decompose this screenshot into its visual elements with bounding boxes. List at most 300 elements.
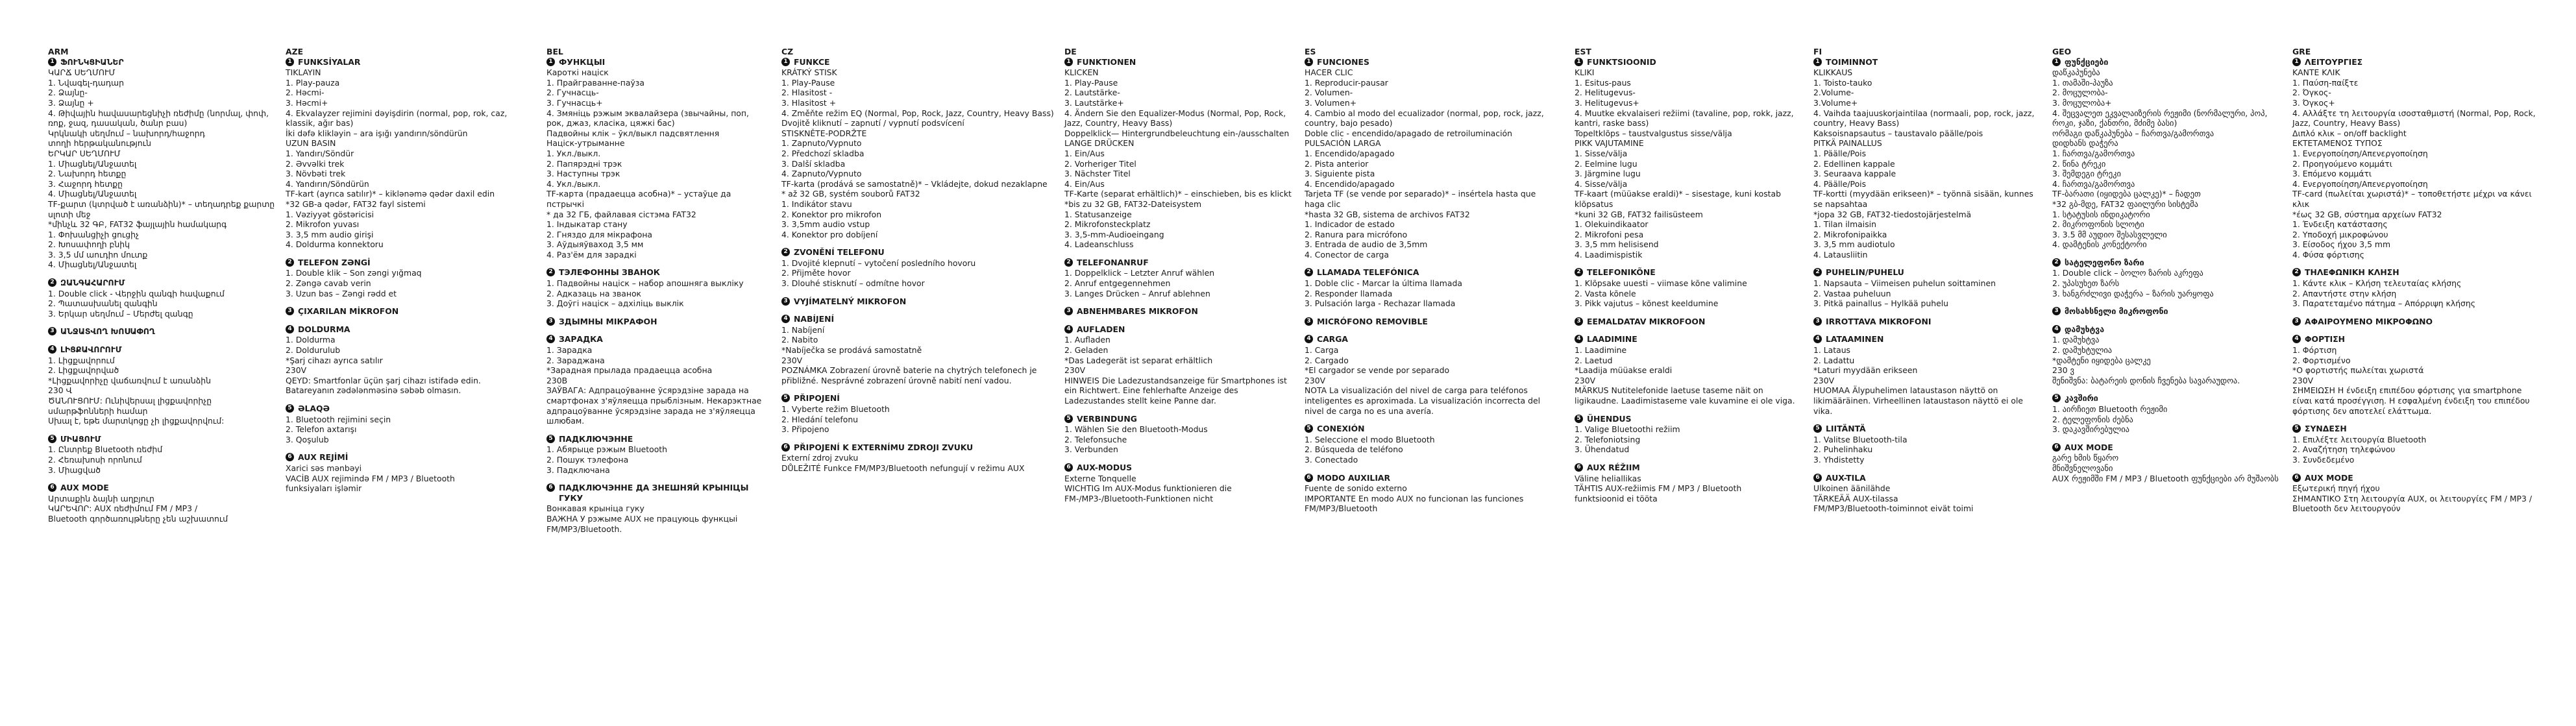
section-title-text: ABNEHMBARES MIKROFON [1077, 306, 1198, 317]
instruction-line: 1. Doldurma [286, 335, 336, 345]
instruction-line: 4. Změňte režim EQ (Normal, Pop, Rock, Jazz, Country, Heavy Bass) [781, 108, 1054, 118]
instruction-line: 2. Όγκος- [2292, 88, 2331, 98]
section-5 [1064, 414, 1292, 455]
instruction-line: 2. Přijměte hovor [781, 268, 851, 278]
instruction-line: 3. 3,5 mm audio girişi [286, 229, 374, 239]
instruction-line: 1. Play-Pause [781, 77, 835, 88]
instruction-line: 3. Langes Drücken – Anruf ablehnen [1064, 288, 1210, 298]
section-title [781, 314, 1054, 324]
instruction-line: 2. Υποδοχή μικροφώνου [2292, 229, 2388, 239]
instruction-line: 2. მოცულობა- [2052, 88, 2108, 98]
step-number-badge: 1 [1575, 58, 1583, 66]
instruction-line: 2. Mikrofonsteckplatz [1064, 219, 1151, 230]
instruction-line: 1. Ein/Aus [1064, 148, 1105, 158]
step-number-badge: 6 [48, 483, 56, 492]
section-title [48, 278, 275, 288]
section-title [781, 57, 1054, 67]
instruction-line: NOTA La visualización del nivel de carga para teléfonos inteligentes es aproximada. La visualización incorrecta del nivel de carga no es una avería. [1305, 385, 1541, 416]
instruction-line: 1. Sisse/välja [1575, 148, 1628, 158]
step-number-badge: 5 [2052, 394, 2061, 402]
section-title-text: MICRÓFONO REMOVIBLE [1317, 316, 1428, 326]
instruction-line: 2. Гучнасць- [546, 88, 599, 98]
instruction-line: 2. წინა ტრეკი [2052, 158, 2106, 169]
section-3 [1064, 306, 1292, 317]
instruction-line: 1. Valige Bluetoothi režiim [1575, 424, 1680, 435]
instruction-line: 3. Παρατεταμένο πάτημα – Απόρριψη κλήσης [2292, 298, 2476, 309]
instruction-line: 2. Mikrofoni pesa [1575, 229, 1644, 239]
section-title [2052, 306, 2279, 317]
section-title [546, 483, 767, 503]
section-title [286, 306, 527, 317]
instruction-line: TF-kaart (müüakse eraldi)* – sisestage, kuni kostab klõpsatus [1575, 189, 1781, 209]
instruction-line: ԵՐԿԱՐ ՍԵՂՄՈՒՄ [48, 148, 121, 158]
section-title [2052, 393, 2279, 404]
section-1 [1575, 57, 1795, 260]
instruction-line: TF-card (πωλείται χωριστά)* – τοποθετήστε μέχρι να κάνει κλικ [2292, 189, 2532, 209]
section-title [2052, 324, 2279, 335]
section-title [1575, 57, 1795, 67]
instruction-line: 2. Telefon axtarışı [286, 424, 357, 435]
section-3 [781, 296, 1054, 307]
section-6 [2292, 473, 2539, 514]
section-title-text: ФУНКЦЫІ [559, 56, 606, 67]
section-title [1305, 334, 1558, 345]
instruction-line: 2. Telefonsuche [1064, 434, 1127, 444]
instruction-line: Kaksoisnapsautus – taustavalo päälle/pois [1813, 128, 1983, 138]
language-code: GRE [2292, 47, 2311, 56]
section-title [1064, 324, 1292, 335]
instruction-line: *Laturi myydään erikseen [1813, 365, 1918, 376]
step-number-badge: 4 [2292, 335, 2301, 343]
section-title [1064, 463, 1292, 473]
instruction-line: 4. Змяніць рэжым эквалайзера (звычайны, поп, рок, джаз, класіка, цяжкі бас) [546, 108, 749, 128]
instruction-line: MÄRKUS Nutitelefonide laetuse taseme näit on ligikaudne. Laadimistaseme vale kuvamine ei ole viga. [1575, 385, 1795, 405]
instruction-line: 1. Reproducir-pausar [1305, 77, 1388, 88]
instruction-line: TF-ბარათი (იყიდება ცალკე)* – ჩადეთ [2052, 189, 2201, 199]
instruction-line: 1. ჩართვა/გამორთვა [2052, 148, 2135, 158]
instruction-line: Կրկնակի սեղմում – նախորդ/հաջորդ [48, 128, 205, 138]
instruction-line: 4. Conector de carga [1305, 249, 1389, 260]
step-number-badge: 6 [546, 483, 555, 492]
section-title [1813, 57, 2041, 67]
instruction-line: ΣΗΜΑΝΤΙΚΟ Στη λειτουργία AUX, οι λειτουργίες FM / MP3 / Bluetooth δεν λειτουργούν [2292, 493, 2533, 514]
language-column-gre [2292, 47, 2539, 514]
instruction-line: QEYD: Smartfonlar üçün şarj cihazı istifadə edin. Batareyanın zədələnməsinə səbəb olmasın. [286, 375, 481, 396]
instruction-line: 1. Carga [1305, 345, 1339, 356]
instruction-line: KLICKEN [1064, 67, 1099, 78]
instruction-line: 3. Lautstärke+ [1064, 97, 1124, 108]
instruction-line: Dvojitě kliknutí – zapnutí / vypnutí podsvícení [781, 118, 964, 128]
section-title [1305, 317, 1558, 327]
section-3 [1813, 317, 2041, 327]
section-title-text: LATAAMINEN [1826, 334, 1884, 345]
section-title [1064, 258, 1292, 268]
section-title [781, 247, 1054, 258]
instruction-line: 4. ჩართვა/გამორთვა [2052, 178, 2135, 189]
step-number-badge: 3 [1813, 317, 1822, 326]
section-title-text: ΣΥΝΔΕΣΗ [2305, 424, 2347, 434]
instruction-line: TF-karta (prodává se samostatně)* – Vkládejte, dokud nezaklapne [781, 178, 1048, 189]
section-title [286, 324, 527, 335]
instruction-line: 2. Geladen [1064, 345, 1109, 356]
instruction-line: *Зарадная прылада прадаецца асобна [546, 365, 713, 376]
section-title-text: AUX RÉŽIIM [1587, 462, 1640, 472]
section-1 [2292, 57, 2539, 260]
instruction-line: 2. Hledání telefonu [781, 414, 859, 424]
instruction-line: TF-քարտ (կտրված է առանձին)* – տեղադրեք քարտը սլոտի մեջ [48, 199, 275, 219]
instruction-line: Кароткі націск [546, 67, 609, 78]
section-title-text: PŘIPOJENÍ [794, 393, 840, 404]
instruction-line: 1. Klõpsake uuesti – viimase kõne valimine [1575, 278, 1747, 289]
instruction-line: 4. Muutke ekvalaiseri režiimi (tavaline, pop, rokk, jazz, kantri, raske bass) [1575, 108, 1794, 128]
instruction-line: ორმაგი დაწკაპუნება – ჩართვა/გამორთვა [2052, 128, 2214, 138]
instruction-line: 2. უპასუხეთ ზარს [2052, 278, 2120, 289]
instruction-line: 4. Միացնել/Անջատել [48, 189, 137, 199]
section-title-text: LIITÄNTÄ [1826, 424, 1866, 434]
instruction-line: 2. Vastaa puheluun [1813, 288, 1891, 298]
step-number-badge: 3 [546, 317, 555, 326]
section-title [48, 326, 275, 337]
section-2 [1064, 258, 1292, 298]
step-number-badge: 5 [781, 394, 790, 402]
instruction-line: 4. Sisse/välja [1575, 178, 1628, 189]
section-title [2292, 424, 2539, 434]
section-5 [48, 434, 275, 475]
section-title [1064, 414, 1292, 424]
instruction-line: 2. Папярэдні трэк [546, 158, 622, 169]
section-title-text: FUNCIONES [1317, 56, 1369, 67]
instruction-line: 230В [546, 375, 568, 385]
instruction-line: 4. Cambio al modo del ecualizador (normal, pop, rock, jazz, country, bajo pesado) [1305, 108, 1544, 128]
section-2 [1813, 267, 2041, 308]
step-number-badge: 1 [1813, 58, 1822, 66]
section-title-text: ՖՈՒՆԿՑԻԱՆԵՐ [60, 56, 124, 67]
instruction-line: *Laadija müüakse eraldi [1575, 365, 1673, 376]
instruction-line: 4. Zapnuto/Vypnuto [781, 169, 862, 179]
section-6 [48, 483, 275, 524]
instruction-line: POZNÁMKA Zobrazení úrovně baterie na chytrých telefonech je přibližné. Nesprávné zobrazení úrovně nabití není vadou. [781, 365, 1037, 385]
instruction-line: 3. Наступны трэк [546, 169, 620, 179]
instruction-line: KLIKKAUS [1813, 67, 1853, 78]
step-number-badge: 3 [781, 297, 790, 306]
instruction-line: 1. Toisto-tauko [1813, 77, 1872, 88]
instruction-line: 2. Telefoniotsing [1575, 434, 1641, 444]
instruction-line: 1. Lataus [1813, 345, 1851, 356]
section-title [1813, 267, 2041, 278]
instruction-line: 3. ხანგრძლივი დაჭერა – ზარის უარყოფა [2052, 288, 2214, 298]
section-2 [2052, 258, 2279, 298]
step-number-badge: 5 [1305, 424, 1313, 433]
instruction-line: 1. Абярыце рэжым Bluetooth [546, 444, 668, 455]
instruction-line: 2. Pista anterior [1305, 158, 1369, 169]
section-title-text: ЗДЫМНЫ МІКРАФОН [559, 316, 657, 326]
instruction-line: 3. Conectado [1305, 454, 1358, 465]
section-5 [286, 404, 527, 444]
section-title-text: LAADIMINE [1587, 334, 1638, 345]
instruction-line: 1. Зарадка [546, 345, 593, 356]
instruction-line: 1. Κάντε κλικ – Κλήση τελευταίας κλήσης [2292, 278, 2462, 289]
instruction-line: 1. Seleccione el modo Bluetooth [1305, 434, 1435, 444]
instruction-line: 1. Indikátor stavu [781, 199, 852, 209]
instruction-line: 230V [1813, 375, 1835, 385]
section-2 [48, 278, 275, 319]
instruction-line: 1. Doppelklick – Letzter Anruf wählen [1064, 268, 1215, 278]
instruction-line: *32 GB-a qədər, FAT32 fayl sistemi [286, 199, 426, 209]
instruction-line: 4. Vaihda taajuuskorjaintilaa (normaali, pop, rock, jazz, country, Heavy Bass) [1813, 108, 2035, 128]
section-title-text: FUNKSİYALAR [298, 56, 361, 67]
section-4 [781, 314, 1054, 385]
instruction-line: *Şarj cihazı ayrıca satılır [286, 355, 383, 365]
instruction-line: 230V [1575, 375, 1596, 385]
instruction-line: 2. მიკროფონის სლოტი [2052, 219, 2144, 230]
instruction-line: 2. Helitugevus- [1575, 88, 1636, 98]
instruction-line: Externí zdroj zvuku [781, 453, 859, 463]
section-4 [2292, 334, 2539, 416]
step-number-badge: 1 [1305, 58, 1313, 66]
step-number-badge: 2 [1064, 258, 1073, 267]
instruction-line: 230V [2292, 375, 2314, 385]
instruction-line: 2. Responder llamada [1305, 288, 1393, 298]
step-number-badge: 3 [48, 327, 56, 335]
section-4 [286, 324, 527, 396]
section-title [1305, 267, 1558, 278]
instruction-line: 2. Պատասխանել զանգին [48, 298, 158, 309]
section-title [2052, 442, 2279, 453]
instruction-line: 3. მოცულობა+ [2052, 97, 2112, 108]
section-title-text: DOLDURMA [298, 324, 350, 334]
instruction-line: 3. Další skladba [781, 158, 846, 169]
instruction-line: 4. Laadimispistik [1575, 249, 1643, 260]
instruction-line: 1. Wählen Sie den Bluetooth-Modus [1064, 424, 1208, 435]
instruction-line: տողի հերթականություն [48, 138, 151, 149]
instruction-line: 3. 3,5 mm helisisend [1575, 239, 1659, 250]
step-number-badge: 2 [2292, 268, 2301, 276]
instruction-line: 3. Järgmine lugu [1575, 169, 1641, 179]
section-title [1575, 334, 1795, 345]
step-number-badge: 6 [1813, 474, 1822, 482]
section-title [2292, 473, 2539, 483]
instruction-line: 2. Ranura para micrófono [1305, 229, 1408, 239]
instruction-line: 2. Həcmi- [286, 88, 325, 98]
instruction-line: 4. Päälle/Pois [1813, 178, 1867, 189]
instruction-line: ЗАЎВАГА: Адпрацоўванне ўсярэдзіне зарада на смартфонах з'яўляецца прыблізным. Некарэктнае адпрацоўванне ўсярэдзіне зарада не з'яўляецца шлюбам. [546, 385, 762, 426]
section-5 [1575, 414, 1795, 455]
step-number-badge: 4 [781, 315, 790, 323]
instruction-line: *bis zu 32 GB, FAT32-Dateisystem [1064, 199, 1202, 209]
instruction-line: ΕΚΤΕΤΑΜΕΝΟΣ ΤΥΠΟΣ [2292, 138, 2383, 149]
section-4 [1064, 324, 1292, 406]
section-1 [1813, 57, 2041, 260]
instruction-line: *jopa 32 GB, FAT32-tiedostojärjestelmä [1813, 209, 1972, 219]
instruction-line: 4. Ladeanschluss [1064, 239, 1134, 250]
instruction-line: 2. Խոսափողի բնիկ [48, 239, 130, 250]
instruction-line: 4. Ενεργοποίηση/Απενεργοποίηση [2292, 178, 2428, 189]
instruction-line: Xarici səs mənbəyi [286, 463, 362, 473]
step-number-badge: 5 [1064, 415, 1073, 423]
section-3 [1575, 317, 1795, 327]
instruction-line: 1. Indicador de estado [1305, 219, 1395, 230]
language-code: ES [1305, 47, 1316, 56]
instruction-line: 2. Гняздо для мікрафона [546, 229, 653, 239]
section-title-text: ZVONĚNÍ TELEFONU [794, 247, 885, 258]
instruction-line: 2. Eelmine lugu [1575, 158, 1638, 169]
instruction-line: 1. Επιλέξτε λειτουργία Bluetooth [2292, 434, 2427, 444]
instruction-line: 2. Hlasitost - [781, 88, 833, 98]
instruction-line: 4. Encendido/apagado [1305, 178, 1395, 189]
instruction-line: 3. Είσοδος ήχου 3,5 mm [2292, 239, 2391, 250]
instruction-line: 230V [286, 365, 307, 376]
step-number-badge: 4 [1305, 335, 1313, 343]
section-title-text: ƏLAQƏ [298, 404, 330, 413]
section-title [2292, 267, 2539, 278]
step-number-badge: 3 [2052, 307, 2061, 315]
instruction-line: UZUN BASIN [286, 138, 336, 149]
instruction-line: 4. Раз'ём для зарадкі [546, 249, 637, 260]
section-5 [546, 434, 767, 475]
section-title [2292, 317, 2539, 327]
instruction-line: İki dəfə klikləyin – ara işığı yandırın/söndürün [286, 128, 468, 138]
step-number-badge: 5 [48, 435, 56, 443]
instruction-line: 1. Aufladen [1064, 335, 1110, 345]
instruction-line: *Ο φορτιστής πωλείται χωριστά [2292, 365, 2424, 376]
section-title-text: TOIMINNOT [1826, 56, 1878, 67]
section-title-text: ΤΗΛΕΦΩΝΙΚΗ ΚΛΗΣΗ [2305, 267, 2399, 278]
section-title-text: მოსახსნელი მიკროფონი [2065, 306, 2168, 317]
section-title-text: AUX-TILA [1826, 472, 1866, 483]
section-6 [286, 452, 527, 493]
section-title-text: LLAMADA TELEFÓNICA [1317, 267, 1419, 278]
instruction-line: 4. Αλλάξτε τη λειτουργία ισοσταθμιστή (Normal, Pop, Rock, Jazz, Country, Heavy Bass) [2292, 108, 2536, 128]
language-code: ARM [48, 47, 69, 56]
section-3 [48, 326, 275, 337]
instruction-line: 1. Vyberte režim Bluetooth [781, 404, 890, 414]
section-2 [781, 247, 1054, 288]
instruction-line: TIKLAYIN [286, 67, 321, 78]
instruction-line: 2. Зараджана [546, 355, 605, 365]
language-column-cz [781, 47, 1054, 474]
section-title [1575, 463, 1795, 473]
section-title-text: PUHELIN/PUHELU [1826, 267, 1904, 278]
section-title [286, 57, 527, 67]
instruction-line: 3. Uzun bas – Zəngi rədd et [286, 288, 397, 298]
instruction-line: 1. Play-Pause [1064, 77, 1118, 88]
instruction-line: 1. Double klik – Son zəngi yığmaq [286, 268, 422, 278]
section-title [1575, 414, 1795, 424]
section-title-text: ՄԻԱՑՈՒՄ [60, 433, 101, 444]
language-code: EST [1575, 47, 1591, 56]
section-title-text: ΦΟΡΤΙΣΗ [2305, 334, 2346, 345]
instruction-line: *Լիցքավորիչը վաճառվում է առանձին [48, 375, 211, 385]
section-6 [1305, 473, 1558, 514]
section-title [1305, 424, 1558, 434]
instruction-line: 1. Ενεργοποίηση/Απενεργοποίηση [2292, 148, 2428, 158]
instruction-line: Вонкавая крыніца гуку [546, 503, 644, 514]
instruction-line: 1. თამაში-პაუზა [2052, 77, 2113, 88]
instruction-line: * да 32 ГБ, файлавая сістэма FAT32 [546, 209, 696, 219]
section-title [2292, 334, 2539, 345]
language-code: CZ [781, 47, 794, 56]
section-title-text: ΑΦΑΙΡΟΥΜΕΝΟ ΜΙΚΡΟΦΩΝΟ [2305, 316, 2433, 326]
section-title-text: VERBINDUNG [1077, 413, 1137, 424]
section-title [1575, 317, 1795, 327]
instruction-line: 1. Encendido/apagado [1305, 148, 1395, 158]
instruction-line: 1. Olekuindikaator [1575, 219, 1649, 230]
instruction-line: KLIKI [1575, 67, 1595, 78]
language-column-aze [286, 47, 527, 494]
language-column-arm [48, 47, 275, 524]
instruction-line: Doble clic - encendido/apagado de retroiluminación [1305, 128, 1512, 138]
instruction-line: 2. Προηγούμενο κομμάτι [2292, 158, 2392, 169]
step-number-badge: 4 [1575, 335, 1583, 343]
step-number-badge: 1 [2292, 58, 2301, 66]
instruction-line: Սխալ է, եթե մարտկոցը չի լիցքավորվում: [48, 416, 225, 426]
section-2 [286, 258, 527, 298]
section-1 [781, 57, 1054, 240]
instruction-line: 4. Թիվային հավասարեցնիչի ռեժիմը (նորմալ, փոփ, ռոք, ջազ, դասական, ծանր բաս) [48, 108, 269, 128]
step-number-badge: 2 [2052, 258, 2061, 267]
section-title-text: დამუხტვა [2065, 324, 2105, 334]
instruction-line: 2. Ladattu [1813, 355, 1855, 365]
instruction-line: 4. Doldurma konnektoru [286, 239, 384, 250]
language-code: BEL [546, 47, 563, 56]
instruction-line: TÄRKEÄÄ AUX-tilassa [1813, 493, 1898, 503]
instruction-line: 1. Bluetooth rejimini seçin [286, 414, 391, 424]
instruction-line: *Nabíječka se prodává samostatně [781, 345, 922, 356]
section-title-text: NABÍJENÍ [794, 314, 835, 324]
language-column-bel [546, 47, 767, 534]
section-title [1813, 424, 2041, 434]
instruction-line: 1. Double click - Վերջին զանգի հավաքում [48, 288, 225, 298]
section-title [286, 404, 527, 414]
instruction-line: 1. Միացնել/Անջատել [48, 158, 137, 169]
section-title [1064, 57, 1292, 67]
section-title-text: ԼԻՑՔԱՎՈՐՈՒՄ [60, 345, 122, 355]
instruction-line: 3. Siguiente pista [1305, 169, 1375, 179]
instruction-line: PULSACIÓN LARGA [1305, 138, 1381, 149]
instruction-line: 1. Լիցքավորում [48, 355, 115, 365]
section-title [2052, 57, 2279, 67]
section-title [48, 345, 275, 355]
instruction-line: Εξωτερική πηγή ήχου [2292, 483, 2380, 494]
instruction-line: TF-kortti (myydään erikseen)* – työnnä sisään, kunnes se napsahtaa [1813, 189, 2033, 209]
instruction-line: 2. Mikrofon yuvası [286, 219, 360, 230]
instruction-line: Націск-утрыманне [546, 138, 625, 149]
section-6 [2052, 442, 2279, 483]
instruction-line: 3. Həcmi+ [286, 97, 328, 108]
step-number-badge: 5 [1813, 424, 1822, 433]
instruction-line: 1. სტატუსის ინდიკატორი [2052, 209, 2150, 219]
step-number-badge: 1 [781, 58, 790, 66]
instruction-line: 2. Zəngə cavab verin [286, 278, 371, 289]
step-number-badge: 2 [286, 258, 294, 267]
instruction-line: TF-Karte (separat erhältlich)* – einschieben, bis es klickt [1064, 189, 1292, 199]
instruction-line: 230 Վ [48, 385, 72, 396]
instruction-line: 1. Φόρτιση [2292, 345, 2337, 356]
instruction-line: 1. აირჩიეთ Bluetooth რეჟიმი [2052, 404, 2168, 414]
section-title [48, 483, 275, 493]
instruction-line: 3. Növbəti trek [286, 169, 346, 179]
instruction-line: 3. Συνδεδεμένο [2292, 454, 2355, 465]
instruction-line: 3. Entrada de audio de 3,5mm [1305, 239, 1428, 250]
section-title [546, 267, 767, 278]
step-number-badge: 3 [1305, 317, 1313, 326]
instruction-line: 3. Доўгі націск – адхіліць выклік [546, 298, 684, 309]
instruction-line: WICHTIG Im AUX-Modus funktionieren die FM-/MP3-/Bluetooth-Funktionen nicht [1064, 483, 1232, 503]
instruction-line: 2. Laetud [1575, 355, 1613, 365]
instruction-line: 2. Լիցքավորված [48, 365, 119, 376]
section-title-text: კავშირი [2065, 393, 2098, 404]
instruction-line: * až 32 GB, systém souborů FAT32 [781, 189, 920, 199]
